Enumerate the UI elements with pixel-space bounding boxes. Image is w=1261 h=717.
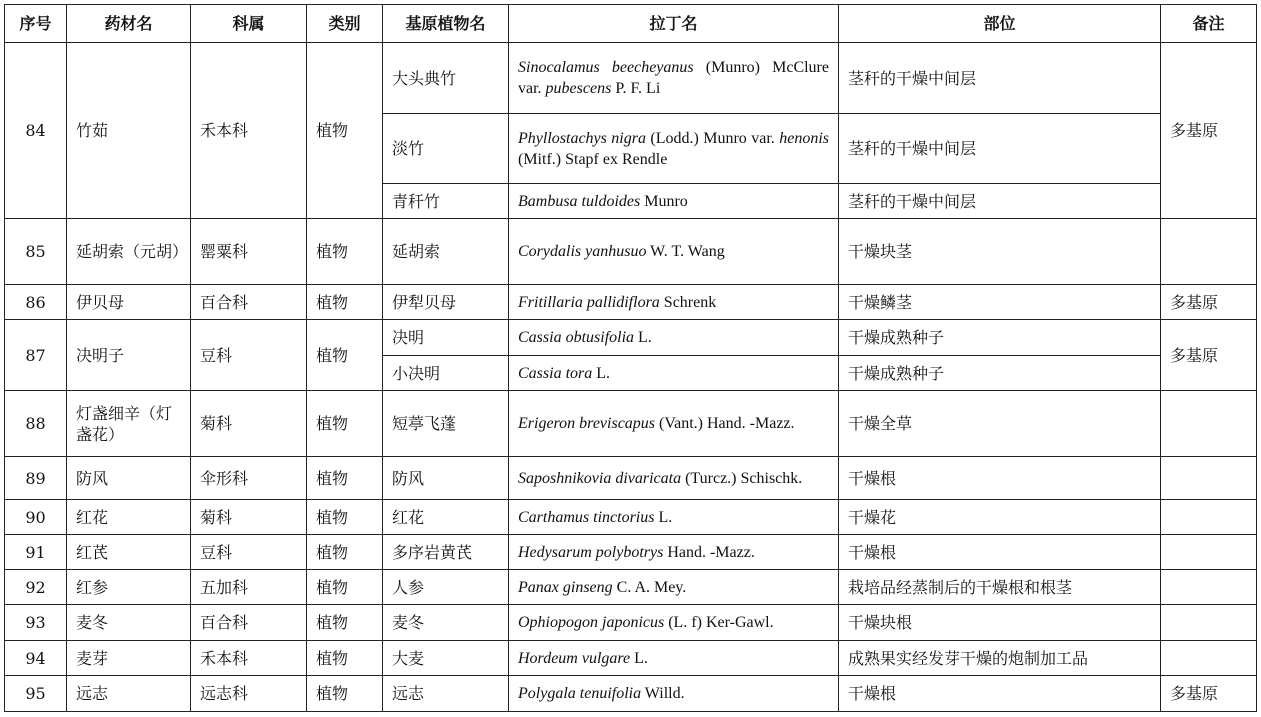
- part-cell: 干燥块根: [839, 605, 1161, 641]
- latin-name-cell: [509, 285, 839, 320]
- family-cell: 五加科: [191, 570, 307, 605]
- latin-species-text: Bambusa tuldoides: [518, 192, 641, 210]
- latin-author-text: (Vant.) Hand. -Mazz.: [655, 415, 795, 432]
- latin-species-text: Ophiopogon japonicus: [518, 614, 665, 631]
- part-cell: 干燥成熟种子: [839, 356, 1161, 391]
- table-row: [5, 676, 1257, 712]
- latin-name-cell: [509, 570, 839, 605]
- category-cell: 植物: [307, 500, 383, 535]
- header-cell: 药材名: [67, 5, 191, 43]
- latin-species-text: Hordeum vulgare: [518, 649, 631, 667]
- part-cell: 干燥根: [839, 457, 1161, 500]
- herb-table: [4, 4, 1257, 712]
- latin-author-text: L.: [630, 649, 648, 667]
- part-cell: 干燥鳞茎: [839, 285, 1161, 320]
- family-cell: 豆科: [191, 535, 307, 570]
- part-cell: 干燥根: [839, 676, 1161, 712]
- header-cell: 基原植物名: [383, 5, 509, 43]
- serial-number-cell: 93: [5, 605, 67, 641]
- latin-species-text: Saposhnikovia divaricata: [518, 469, 682, 487]
- herb-name-cell: 伊贝母: [67, 285, 191, 320]
- table-row: [5, 391, 1257, 457]
- family-cell: 禾本科: [191, 43, 307, 219]
- latin-species-text: Phyllostachys nigra: [518, 129, 646, 147]
- source-plant-cell: 伊犁贝母: [383, 285, 509, 320]
- source-plant-cell: 延胡索: [383, 219, 509, 285]
- remark-cell: [1161, 641, 1257, 676]
- source-plant-cell: 麦冬: [383, 605, 509, 641]
- source-plant-cell: 淡竹: [383, 114, 509, 184]
- family-cell: 伞形科: [191, 457, 307, 500]
- herb-name-cell: 红参: [67, 570, 191, 605]
- latin-name-cell: [509, 500, 839, 535]
- latin-author-text: L.: [634, 329, 652, 346]
- table-row: [5, 219, 1257, 285]
- table-body: [5, 43, 1257, 712]
- part-cell: 干燥成熟种子: [839, 320, 1161, 356]
- remark-cell: 多基原: [1161, 43, 1257, 219]
- category-cell: 植物: [307, 570, 383, 605]
- table-row: [5, 570, 1257, 605]
- header-cell: 类别: [307, 5, 383, 43]
- category-cell: 植物: [307, 43, 383, 219]
- category-cell: 植物: [307, 535, 383, 570]
- family-cell: 远志科: [191, 676, 307, 712]
- latin-name-cell: [509, 391, 839, 457]
- table-row: [5, 43, 1257, 114]
- source-plant-cell: 防风: [383, 457, 509, 500]
- source-plant-cell: 人参: [383, 570, 509, 605]
- header-cell: 序号: [5, 5, 67, 43]
- source-plant-cell: 小决明: [383, 356, 509, 391]
- latin-species-text: Cassia obtusifolia: [518, 329, 635, 346]
- herb-name-cell: 灯盏细辛（灯盏花）: [67, 391, 191, 457]
- category-cell: 植物: [307, 457, 383, 500]
- table-row: [5, 535, 1257, 570]
- part-cell: 茎秆的干燥中间层: [839, 43, 1161, 114]
- source-plant-cell: 多序岩黄芪: [383, 535, 509, 570]
- serial-number-cell: 84: [5, 43, 67, 219]
- latin-species-text: Cassia tora: [518, 364, 593, 382]
- table-row: [5, 285, 1257, 320]
- herb-name-cell: 麦芽: [67, 641, 191, 676]
- source-plant-cell: 远志: [383, 676, 509, 712]
- serial-number-cell: 88: [5, 391, 67, 457]
- part-cell: 干燥花: [839, 500, 1161, 535]
- latin-name-cell: [509, 114, 839, 184]
- category-cell: 植物: [307, 676, 383, 712]
- herb-name-cell: 防风: [67, 457, 191, 500]
- serial-number-cell: 85: [5, 219, 67, 285]
- latin-name-cell: [509, 356, 839, 391]
- latin-author-text: (Mitf.) Stapf ex Rendle: [518, 150, 668, 168]
- family-cell: 菊科: [191, 391, 307, 457]
- source-plant-cell: 大头典竹: [383, 43, 509, 114]
- serial-number-cell: 92: [5, 570, 67, 605]
- remark-cell: [1161, 500, 1257, 535]
- category-cell: 植物: [307, 219, 383, 285]
- herb-name-cell: 延胡索（元胡）: [67, 219, 191, 285]
- part-cell: 成熟果实经发芽干燥的炮制加工品: [839, 641, 1161, 676]
- remark-cell: [1161, 457, 1257, 500]
- latin-author-text: (L. f) Ker-Gawl.: [664, 614, 774, 631]
- remark-cell: 多基原: [1161, 320, 1257, 391]
- serial-number-cell: 90: [5, 500, 67, 535]
- family-cell: 菊科: [191, 500, 307, 535]
- latin-author-text: (Lodd.) Munro var.: [645, 129, 780, 147]
- latin-name-cell: [509, 320, 839, 356]
- source-plant-cell: 青秆竹: [383, 184, 509, 219]
- category-cell: 植物: [307, 641, 383, 676]
- latin-species-text: Sinocalamus beecheyanus: [518, 59, 694, 76]
- remark-cell: 多基原: [1161, 285, 1257, 320]
- header-cell: 拉丁名: [509, 5, 839, 43]
- latin-name-cell: [509, 676, 839, 712]
- latin-species-text: henonis: [779, 129, 829, 147]
- latin-author-text: Hand. -Mazz.: [663, 543, 755, 561]
- remark-cell: [1161, 570, 1257, 605]
- remark-cell: 多基原: [1161, 676, 1257, 712]
- family-cell: 百合科: [191, 605, 307, 641]
- header-cell: 科属: [191, 5, 307, 43]
- latin-author-text: Munro: [640, 192, 688, 210]
- latin-name-cell: [509, 43, 839, 114]
- serial-number-cell: 87: [5, 320, 67, 391]
- header-cell: 部位: [839, 5, 1161, 43]
- latin-name-cell: [509, 641, 839, 676]
- part-cell: 干燥块茎: [839, 219, 1161, 285]
- latin-author-text: L.: [592, 364, 611, 382]
- table-row: [5, 605, 1257, 641]
- family-cell: 百合科: [191, 285, 307, 320]
- serial-number-cell: 95: [5, 676, 67, 712]
- herb-name-cell: 竹茹: [67, 43, 191, 219]
- latin-species-text: Corydalis yanhusuo: [518, 243, 647, 260]
- category-cell: 植物: [307, 391, 383, 457]
- part-cell: 茎秆的干燥中间层: [839, 184, 1161, 219]
- latin-author-text: (Turcz.) Schischk.: [681, 469, 803, 487]
- latin-author-text: Schrenk: [659, 293, 717, 311]
- family-cell: 禾本科: [191, 641, 307, 676]
- herb-name-cell: 红花: [67, 500, 191, 535]
- serial-number-cell: 94: [5, 641, 67, 676]
- remark-cell: [1161, 219, 1257, 285]
- header-row: [5, 5, 1257, 43]
- latin-name-cell: [509, 219, 839, 285]
- latin-name-cell: [509, 535, 839, 570]
- table-row: [5, 457, 1257, 500]
- table-row: [5, 320, 1257, 356]
- latin-species-text: pubescens: [545, 80, 612, 97]
- part-cell: 干燥全草: [839, 391, 1161, 457]
- latin-name-cell: [509, 184, 839, 219]
- latin-species-text: Erigeron breviscapus: [518, 415, 656, 432]
- table-row: [5, 641, 1257, 676]
- latin-author-text: W. T. Wang: [646, 243, 725, 260]
- remark-cell: [1161, 605, 1257, 641]
- latin-name-cell: [509, 605, 839, 641]
- latin-author-text: C. A. Mey.: [612, 578, 687, 596]
- category-cell: 植物: [307, 285, 383, 320]
- serial-number-cell: 86: [5, 285, 67, 320]
- latin-author-text: Willd.: [641, 685, 685, 702]
- part-cell: 茎秆的干燥中间层: [839, 114, 1161, 184]
- source-plant-cell: 决明: [383, 320, 509, 356]
- table-row: [5, 500, 1257, 535]
- serial-number-cell: 91: [5, 535, 67, 570]
- family-cell: 罂粟科: [191, 219, 307, 285]
- latin-species-text: Hedysarum polybotrys: [518, 543, 664, 561]
- latin-species-text: Panax ginseng: [518, 578, 613, 596]
- family-cell: 豆科: [191, 320, 307, 391]
- herb-name-cell: 红芪: [67, 535, 191, 570]
- latin-species-text: Carthamus tinctorius: [518, 508, 655, 526]
- category-cell: 植物: [307, 605, 383, 641]
- remark-cell: [1161, 391, 1257, 457]
- latin-author-text: (Munro) McClure var.: [518, 59, 829, 97]
- source-plant-cell: 短葶飞蓬: [383, 391, 509, 457]
- latin-author-text: L.: [654, 508, 673, 526]
- latin-species-text: Fritillaria pallidiflora: [518, 293, 660, 311]
- remark-cell: [1161, 535, 1257, 570]
- header-cell: 备注: [1161, 5, 1257, 43]
- herb-name-cell: 远志: [67, 676, 191, 712]
- part-cell: 栽培品经蒸制后的干燥根和根茎: [839, 570, 1161, 605]
- category-cell: 植物: [307, 320, 383, 391]
- serial-number-cell: 89: [5, 457, 67, 500]
- part-cell: 干燥根: [839, 535, 1161, 570]
- herb-name-cell: 麦冬: [67, 605, 191, 641]
- latin-species-text: Polygala tenuifolia: [518, 685, 642, 702]
- latin-author-text: P. F. Li: [611, 80, 661, 97]
- latin-name-cell: [509, 457, 839, 500]
- source-plant-cell: 红花: [383, 500, 509, 535]
- herb-name-cell: 决明子: [67, 320, 191, 391]
- source-plant-cell: 大麦: [383, 641, 509, 676]
